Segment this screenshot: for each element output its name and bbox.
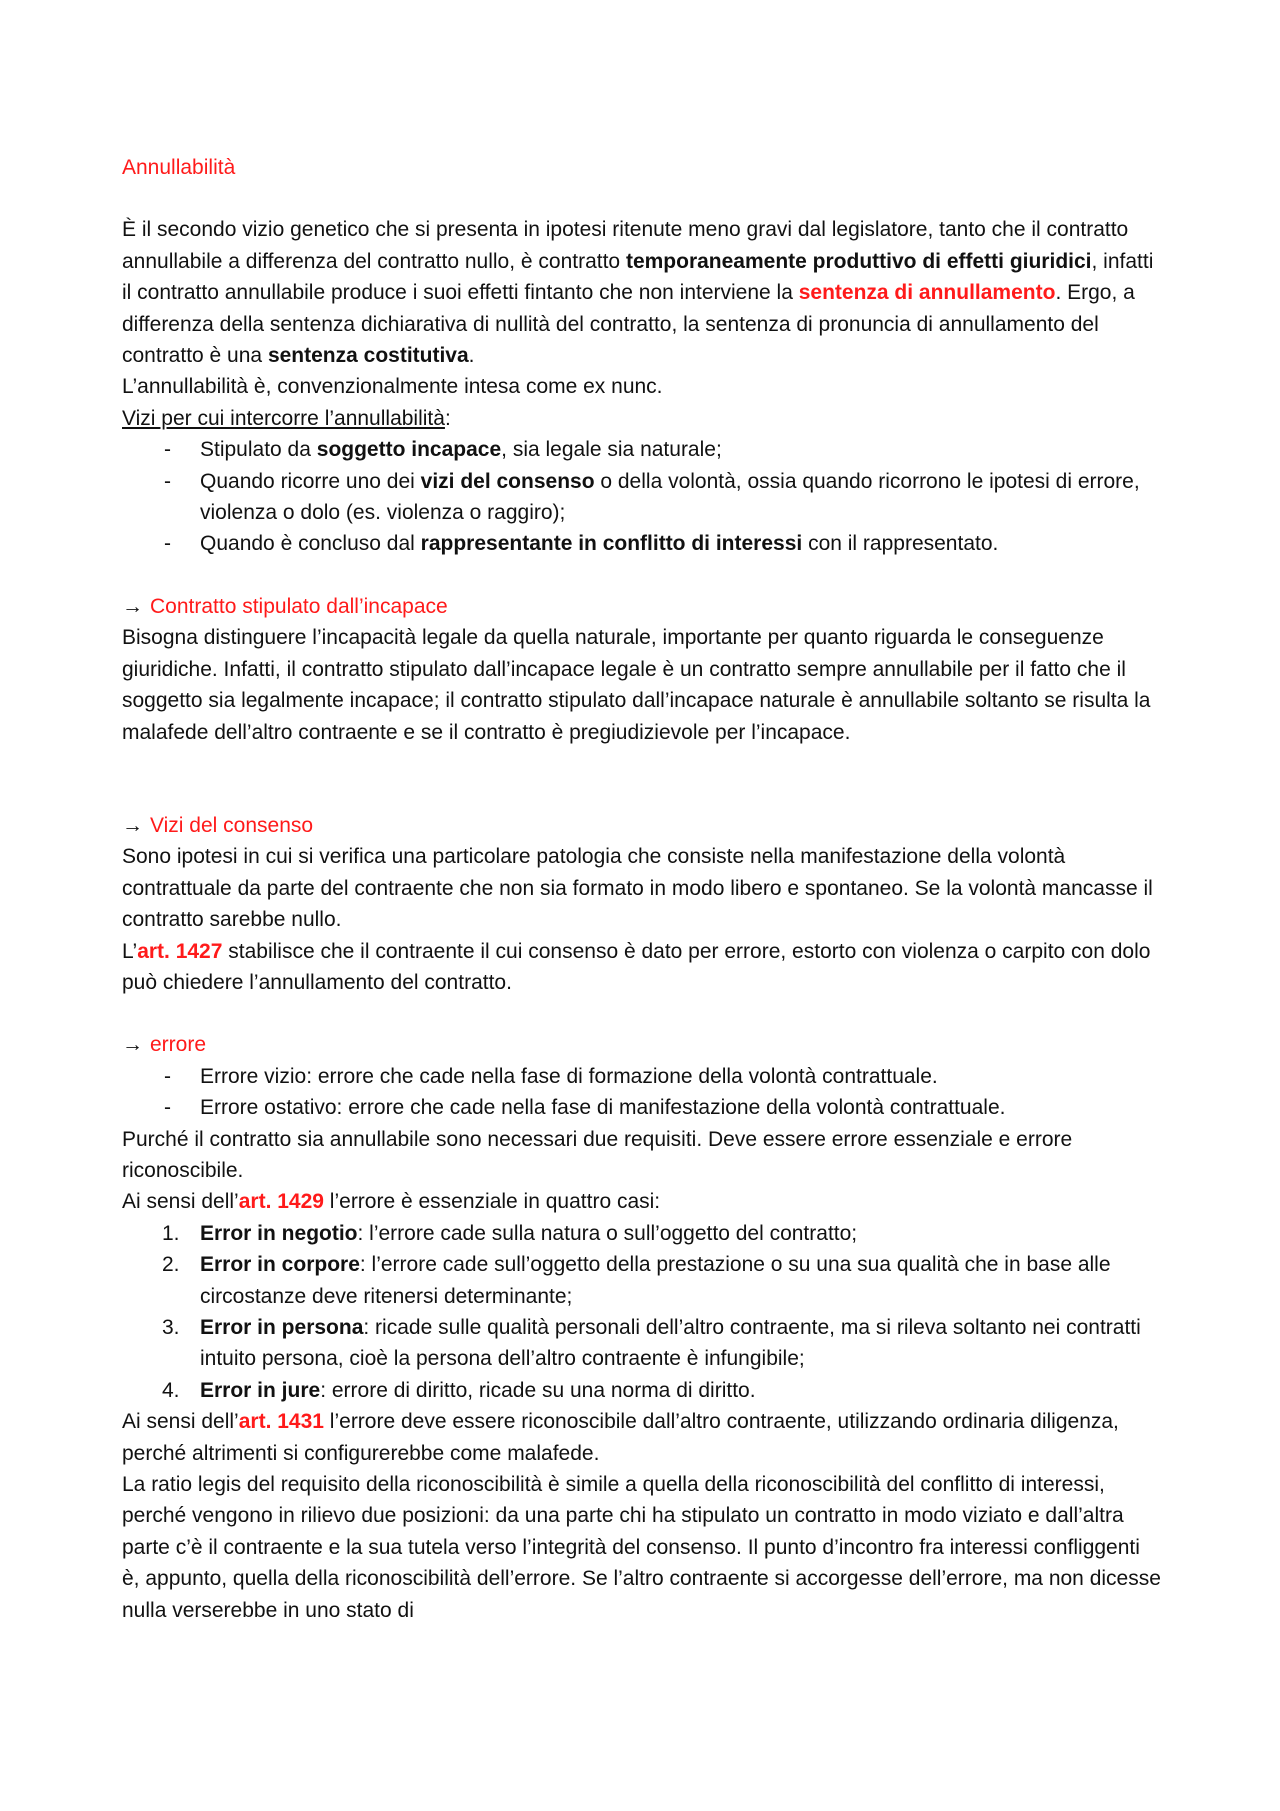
list-item	[122, 434, 1162, 465]
list-bold: Error in jure	[200, 1378, 321, 1402]
list-item	[122, 1061, 1162, 1092]
consenso-heading: Vizi del consenso	[150, 813, 314, 837]
list-item	[122, 1092, 1162, 1123]
list-item	[122, 1218, 1162, 1249]
consenso-paragraph: Sono ipotesi in cui si verifica una particolare patologia che consiste nella manifestazione della volontà contrattuale da parte del contraente che non sia formato in modo libero e spontaneo. Se la volontà mancasse il contratto sarebbe nullo.	[122, 845, 1153, 932]
list-item	[122, 1312, 1162, 1375]
vizi-list	[122, 434, 1162, 560]
incapace-paragraph: Bisogna distinguere l’incapacità legale da quella naturale, importante per quanto riguarda le conseguenze giuridiche. Infatti, il contratto stipulato dall’incapace legale è un contratto sempre annullabile per il fatto che il soggetto sia legalmente incapace; il contratto stipulato dall’incapace naturale è annullabile soltanto se risulta la malafede dell’altro contraente e se il contratto è pregiudizievole per l’incapace.	[122, 626, 1151, 744]
list-number: 2.	[162, 1253, 180, 1277]
section-title: Annullabilità	[122, 156, 236, 179]
art1429-paragraph	[122, 1186, 1162, 1217]
art-text: l’errore deve essere riconoscibile dall’altro contraente, utilizzando ordinaria diligenza, perché altrimenti si configurerebbe come malafede.	[122, 1410, 1119, 1465]
ratio-paragraph: La ratio legis del requisito della riconoscibilità è simile a quella della riconoscibilità del conflitto di interessi, perché vengono in rilievo due posizioni: da una parte chi ha stipulato un contratto in modo viziato e dall’altra parte c’è il contraente e la sua tutela verso l’integrità del consenso. Il punto d’incontro fra interessi confliggenti è, appunto, quella della riconoscibilità dell’errore. Se l’altro contraente si accorgesse dell’errore, ma non dicesse nulla verserebbe in uno stato di	[122, 1473, 1161, 1622]
spacer	[122, 748, 1162, 810]
list-text: con il rappresentato.	[802, 532, 999, 556]
art-prefix: L’	[122, 939, 138, 963]
intro-bold-2: sentenza costitutiva	[267, 344, 469, 368]
arrow-icon: →	[122, 813, 143, 837]
list-number: 1.	[162, 1221, 180, 1245]
art1427-paragraph	[122, 936, 1162, 999]
intro-text-3: . Ergo, a differenza della sentenza dichiarativa di nullità del contratto, la sentenza di pronuncia di annullamento del contratto è una	[122, 281, 1135, 368]
incapace-heading: Contratto stipulato dall’incapace	[150, 594, 448, 618]
consenso-heading-line	[122, 810, 1162, 841]
list-bold: rappresentante in conflitto di interessi	[420, 532, 803, 556]
art-1431-ref: art. 1431	[238, 1410, 324, 1434]
list-number: 4.	[162, 1378, 180, 1402]
art-1427-ref: art. 1427	[137, 939, 223, 963]
vizi-colon: :	[444, 406, 451, 430]
list-text: Errore vizio: errore che cade nella fase di formazione della volontà contrattuale.	[200, 1064, 938, 1088]
list-bold: soggetto incapace	[316, 438, 502, 462]
list-text: : errore di diritto, ricade su una norma di diritto.	[320, 1378, 756, 1402]
list-bold: vizi del consenso	[420, 469, 595, 493]
list-text: Quando ricorre uno dei	[200, 469, 421, 493]
list-text: Quando è concluso dal	[200, 532, 421, 556]
requisiti-paragraph: Purché il contratto sia annullabile sono necessari due requisiti. Deve essere errore essenziale e errore riconoscibile.	[122, 1127, 1073, 1182]
document-page	[122, 152, 1162, 1626]
list-text: : l’errore cade sull’oggetto della prestazione o su una sua qualità che in base alle circostanze deve ritenersi determinante;	[200, 1253, 1111, 1308]
intro-text-2: , infatti il contratto annullabile produce i suoi effetti fintanto che non interviene la	[122, 249, 1154, 305]
intro-text-4: .	[468, 344, 475, 368]
art-prefix: Ai sensi dell’	[122, 1410, 239, 1434]
art1431-paragraph	[122, 1406, 1162, 1469]
incapace-heading-line	[122, 591, 1162, 622]
errore-heading-line	[122, 1029, 1162, 1060]
list-text: , sia legale sia naturale;	[501, 438, 722, 462]
list-text: o della volontà, ossia quando ricorrono le ipotesi di errore, violenza o dolo (es. violenza o raggiro);	[200, 469, 1140, 525]
list-number: 3.	[162, 1316, 180, 1339]
art-1429-ref: art. 1429	[238, 1190, 324, 1214]
vizi-heading-line	[122, 403, 1162, 434]
spacer	[122, 183, 1162, 214]
error-cases-list	[122, 1218, 1162, 1406]
list-bold: Error in persona	[200, 1316, 364, 1339]
art-text: stabilisce che il contraente il cui consenso è dato per errore, estorto con violenza o carpito con dolo può chiedere l’annullamento del contratto.	[122, 939, 1151, 994]
list-item	[122, 528, 1162, 559]
dash-marker: -	[164, 1096, 171, 1120]
intro-text-1: È il secondo vizio genetico che si presenta in ipotesi ritenute meno gravi dal legislatore, tanto che il contratto annullabile a differenza del contratto nullo, è contratto	[122, 218, 1129, 273]
arrow-icon: →	[122, 1033, 143, 1057]
errore-types-list	[122, 1061, 1162, 1124]
list-item	[122, 466, 1162, 529]
list-item	[122, 1375, 1162, 1406]
errore-heading: errore	[150, 1033, 207, 1057]
art-text: l’errore è essenziale in quattro casi:	[323, 1190, 661, 1214]
intro-red-term: sentenza di annullamento	[798, 281, 1056, 305]
list-text: : l’errore cade sulla natura o sull’oggetto del contratto;	[357, 1221, 858, 1245]
list-text: Errore ostativo: errore che cade nella fase di manifestazione della volontà contrattuale.	[200, 1096, 1006, 1120]
dash-marker: -	[164, 1064, 171, 1088]
list-bold: Error in corpore	[200, 1253, 360, 1277]
spacer	[122, 998, 1162, 1029]
arrow-icon: →	[122, 594, 143, 618]
intro-bold-1: temporaneamente produttivo di effetti giuridici	[625, 249, 1092, 273]
ex-nunc-line: L’annullabilità è, convenzionalmente intesa come ex nunc.	[122, 375, 663, 399]
list-item	[122, 1249, 1162, 1312]
vizi-heading: Vizi per cui intercorre l’annullabilità	[122, 406, 445, 430]
dash-marker: -	[164, 438, 171, 462]
intro-paragraph	[122, 214, 1162, 371]
list-text: : ricade sulle qualità personali dell’altro contraente, ma si rileva soltanto nei contratti intuito persona, cioè la persona dell’altro contraente è infungibile;	[200, 1316, 1141, 1371]
list-bold: Error in negotio	[200, 1221, 358, 1245]
art-prefix: Ai sensi dell’	[122, 1190, 239, 1214]
list-text: Stipulato da	[200, 438, 317, 462]
dash-marker: -	[164, 469, 171, 493]
dash-marker: -	[164, 532, 171, 556]
spacer	[122, 560, 1162, 591]
